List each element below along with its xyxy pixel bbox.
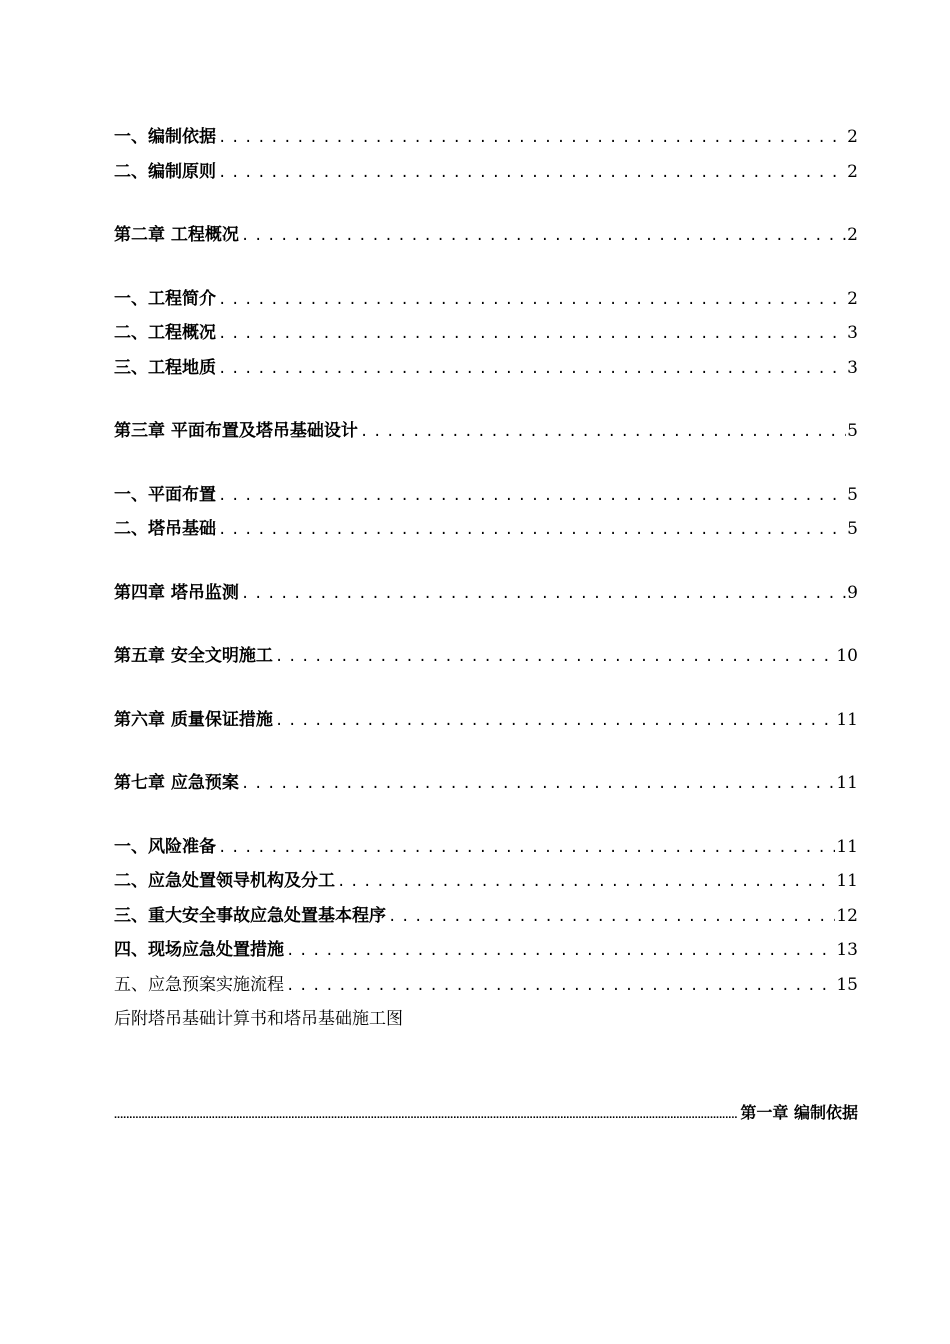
appendix-note: 后附塔吊基础计算书和塔吊基础施工图 <box>114 1009 403 1029</box>
heading-leader-dots <box>114 1109 738 1121</box>
toc-entry-label: 第七章 应急预案 <box>114 773 239 793</box>
toc-entry-label: 四、现场应急处置措施 <box>114 940 284 960</box>
toc-chapter-entry[interactable] <box>114 580 858 615</box>
toc-leader-dots <box>241 771 835 797</box>
toc-leader-dots <box>218 287 846 313</box>
toc-entry[interactable] <box>114 868 858 903</box>
toc-entry-label: 二、应急处置领导机构及分工 <box>114 871 335 891</box>
toc-leader-dots <box>218 321 846 347</box>
chapter-heading-line <box>114 1100 858 1128</box>
toc-entry-label: 一、工程简介 <box>114 288 216 309</box>
toc-chapter-entry[interactable] <box>114 770 858 805</box>
toc-leader-dots <box>286 973 835 999</box>
table-of-contents <box>114 124 858 1041</box>
toc-entry-page: 2 <box>847 225 858 245</box>
toc-chapter-entry[interactable] <box>114 418 858 453</box>
toc-entry-label: 五、应急预案实施流程 <box>114 974 284 995</box>
toc-chapter-entry[interactable] <box>114 222 858 257</box>
toc-entry-label: 三、工程地质 <box>114 357 216 378</box>
toc-entry-label: 二、编制原则 <box>114 161 216 182</box>
toc-entry-label: 一、平面布置 <box>114 484 216 505</box>
toc-leader-dots <box>275 708 835 734</box>
toc-entry-page: 13 <box>836 940 858 960</box>
toc-entry-label: 二、塔吊基础 <box>114 519 216 539</box>
toc-entry-page: 5 <box>847 519 858 539</box>
toc-leader-dots <box>275 644 835 670</box>
toc-entry-label: 二、工程概况 <box>114 323 216 343</box>
toc-leader-dots <box>218 517 846 543</box>
toc-leader-dots <box>241 581 846 607</box>
toc-entry[interactable] <box>114 937 858 972</box>
toc-entry-page: 3 <box>847 323 858 343</box>
toc-leader-dots <box>218 835 835 861</box>
toc-entry[interactable] <box>114 516 858 551</box>
toc-chapter-entry[interactable] <box>114 707 858 742</box>
toc-entry[interactable] <box>114 320 858 355</box>
toc-entry-page: 5 <box>847 484 858 505</box>
toc-entry-page: 15 <box>836 974 858 995</box>
toc-entry-page: 10 <box>836 646 858 666</box>
toc-entry-page: 2 <box>847 288 858 309</box>
toc-entry-label: 第五章 安全文明施工 <box>114 646 273 666</box>
toc-entry-label: 第六章 质量保证措施 <box>114 709 273 730</box>
toc-entry-page: 11 <box>836 836 858 857</box>
toc-leader-dots <box>218 356 846 382</box>
toc-entry[interactable] <box>114 286 858 321</box>
toc-entry-label: 第三章 平面布置及塔吊基础设计 <box>114 421 358 441</box>
toc-entry-label: 一、风险准备 <box>114 836 216 857</box>
toc-entry[interactable] <box>114 159 858 194</box>
toc-leader-dots <box>360 419 846 445</box>
toc-entry[interactable] <box>114 834 858 869</box>
toc-leader-dots <box>218 125 846 151</box>
toc-entry-label: 三、重大安全事故应急处置基本程序 <box>114 905 386 926</box>
toc-entry-page: 3 <box>847 357 858 378</box>
toc-entry-label: 第二章 工程概况 <box>114 225 239 245</box>
toc-entry[interactable] <box>114 124 858 159</box>
toc-entry-page: 2 <box>847 127 858 147</box>
chapter-heading: 第一章 编制依据 <box>740 1103 858 1122</box>
toc-entry[interactable] <box>114 972 858 1007</box>
toc-entry-page: 11 <box>836 709 858 730</box>
toc-entry-page: 12 <box>836 905 858 926</box>
toc-entry-page: 2 <box>847 161 858 182</box>
toc-leader-dots <box>388 904 835 930</box>
toc-leader-dots <box>241 223 846 249</box>
toc-leader-dots <box>218 483 846 509</box>
toc-entry[interactable] <box>114 355 858 390</box>
toc-leader-dots <box>337 869 835 895</box>
toc-entry-page: 11 <box>836 773 858 793</box>
toc-leader-dots <box>286 938 835 964</box>
toc-entry[interactable] <box>114 482 858 517</box>
toc-entry-page: 9 <box>847 582 858 603</box>
toc-entry-label: 第四章 塔吊监测 <box>114 582 239 603</box>
toc-leader-dots <box>218 160 846 186</box>
toc-entry-page: 11 <box>836 871 858 891</box>
toc-entry-label: 一、编制依据 <box>114 127 216 147</box>
toc-entry-page: 5 <box>847 421 858 441</box>
toc-entry[interactable] <box>114 903 858 938</box>
toc-chapter-entry[interactable] <box>114 643 858 678</box>
